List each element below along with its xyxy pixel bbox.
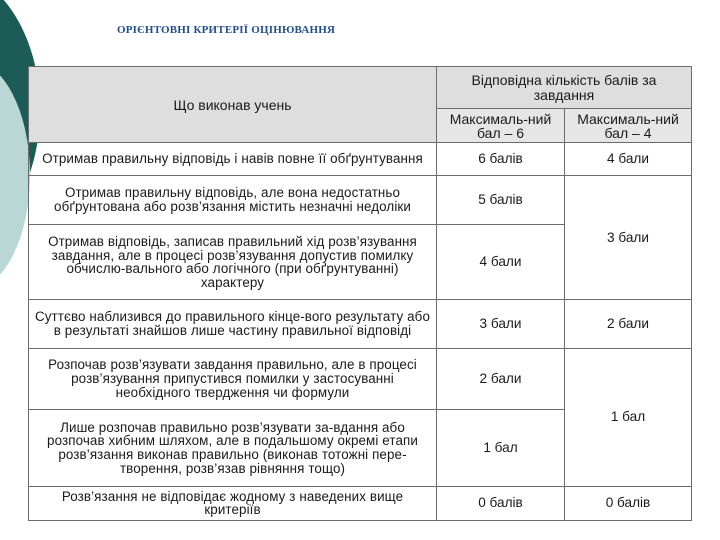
score-max4-cell: 3 бали — [565, 175, 692, 300]
score-max6-cell: 2 бали — [437, 348, 565, 409]
page-title: ОРІЄНТОВНІ КРИТЕРІЇ ОЦІНЮВАННЯ — [117, 24, 336, 36]
score-max6-cell: 1 бал — [437, 410, 565, 487]
header-max-6: Максималь-ний бал – 6 — [437, 109, 565, 143]
criterion-cell: Суттєво наблизився до правильного кінце-вого результату або в результаті знайшов лише частину правильної відповіді — [29, 300, 437, 348]
criterion-cell: Розпочав розв’язувати завдання правильно, але в процесі розв’язування припустився помилки у застосуванні необхідного твердження чи формули — [29, 348, 437, 409]
header-points-group: Відповідна кількість балів за завдання — [437, 67, 692, 109]
table-row — [29, 486, 692, 520]
score-max4-cell: 1 бал — [565, 348, 692, 486]
criterion-cell: Розв’язання не відповідає жодному з наведених вище критеріїв — [29, 486, 437, 520]
score-max6-cell: 0 балів — [437, 486, 565, 520]
criteria-table — [28, 66, 692, 521]
header-max-4: Максималь-ний бал – 4 — [565, 109, 692, 143]
header-criterion: Що виконав учень — [29, 67, 437, 143]
table-row — [29, 300, 692, 348]
table-row — [29, 143, 692, 175]
score-max4-cell: 0 балів — [565, 486, 692, 520]
criterion-cell: Лише розпочав правильно розв’язувати за-вдання або розпочав хибним шляхом, але в подальшому окремі етапи розв’язання виконав правильно (виконав тотожні пере-творення, розв’язав рівняння тощо) — [29, 410, 437, 487]
score-max6-cell: 4 бали — [437, 225, 565, 300]
score-max6-cell: 6 балів — [437, 143, 565, 175]
score-max4-cell: 4 бали — [565, 143, 692, 175]
criterion-cell: Отримав правильну відповідь і навів повне її обґрунтування — [29, 143, 437, 175]
score-max6-cell: 3 бали — [437, 300, 565, 348]
table-row — [29, 348, 692, 409]
score-max6-cell: 5 балів — [437, 175, 565, 224]
criterion-cell: Отримав правильну відповідь, але вона недостатньо обґрунтована або розв’язання містить незначні недоліки — [29, 175, 437, 224]
criterion-cell: Отримав відповідь, записав правильний хід розв’язування завдання, але в процесі розв’язування допустив помилку обчислю-вального або логічного (при обґрунтуванні) характеру — [29, 225, 437, 300]
score-max4-cell: 2 бали — [565, 300, 692, 348]
table-row — [29, 175, 692, 224]
